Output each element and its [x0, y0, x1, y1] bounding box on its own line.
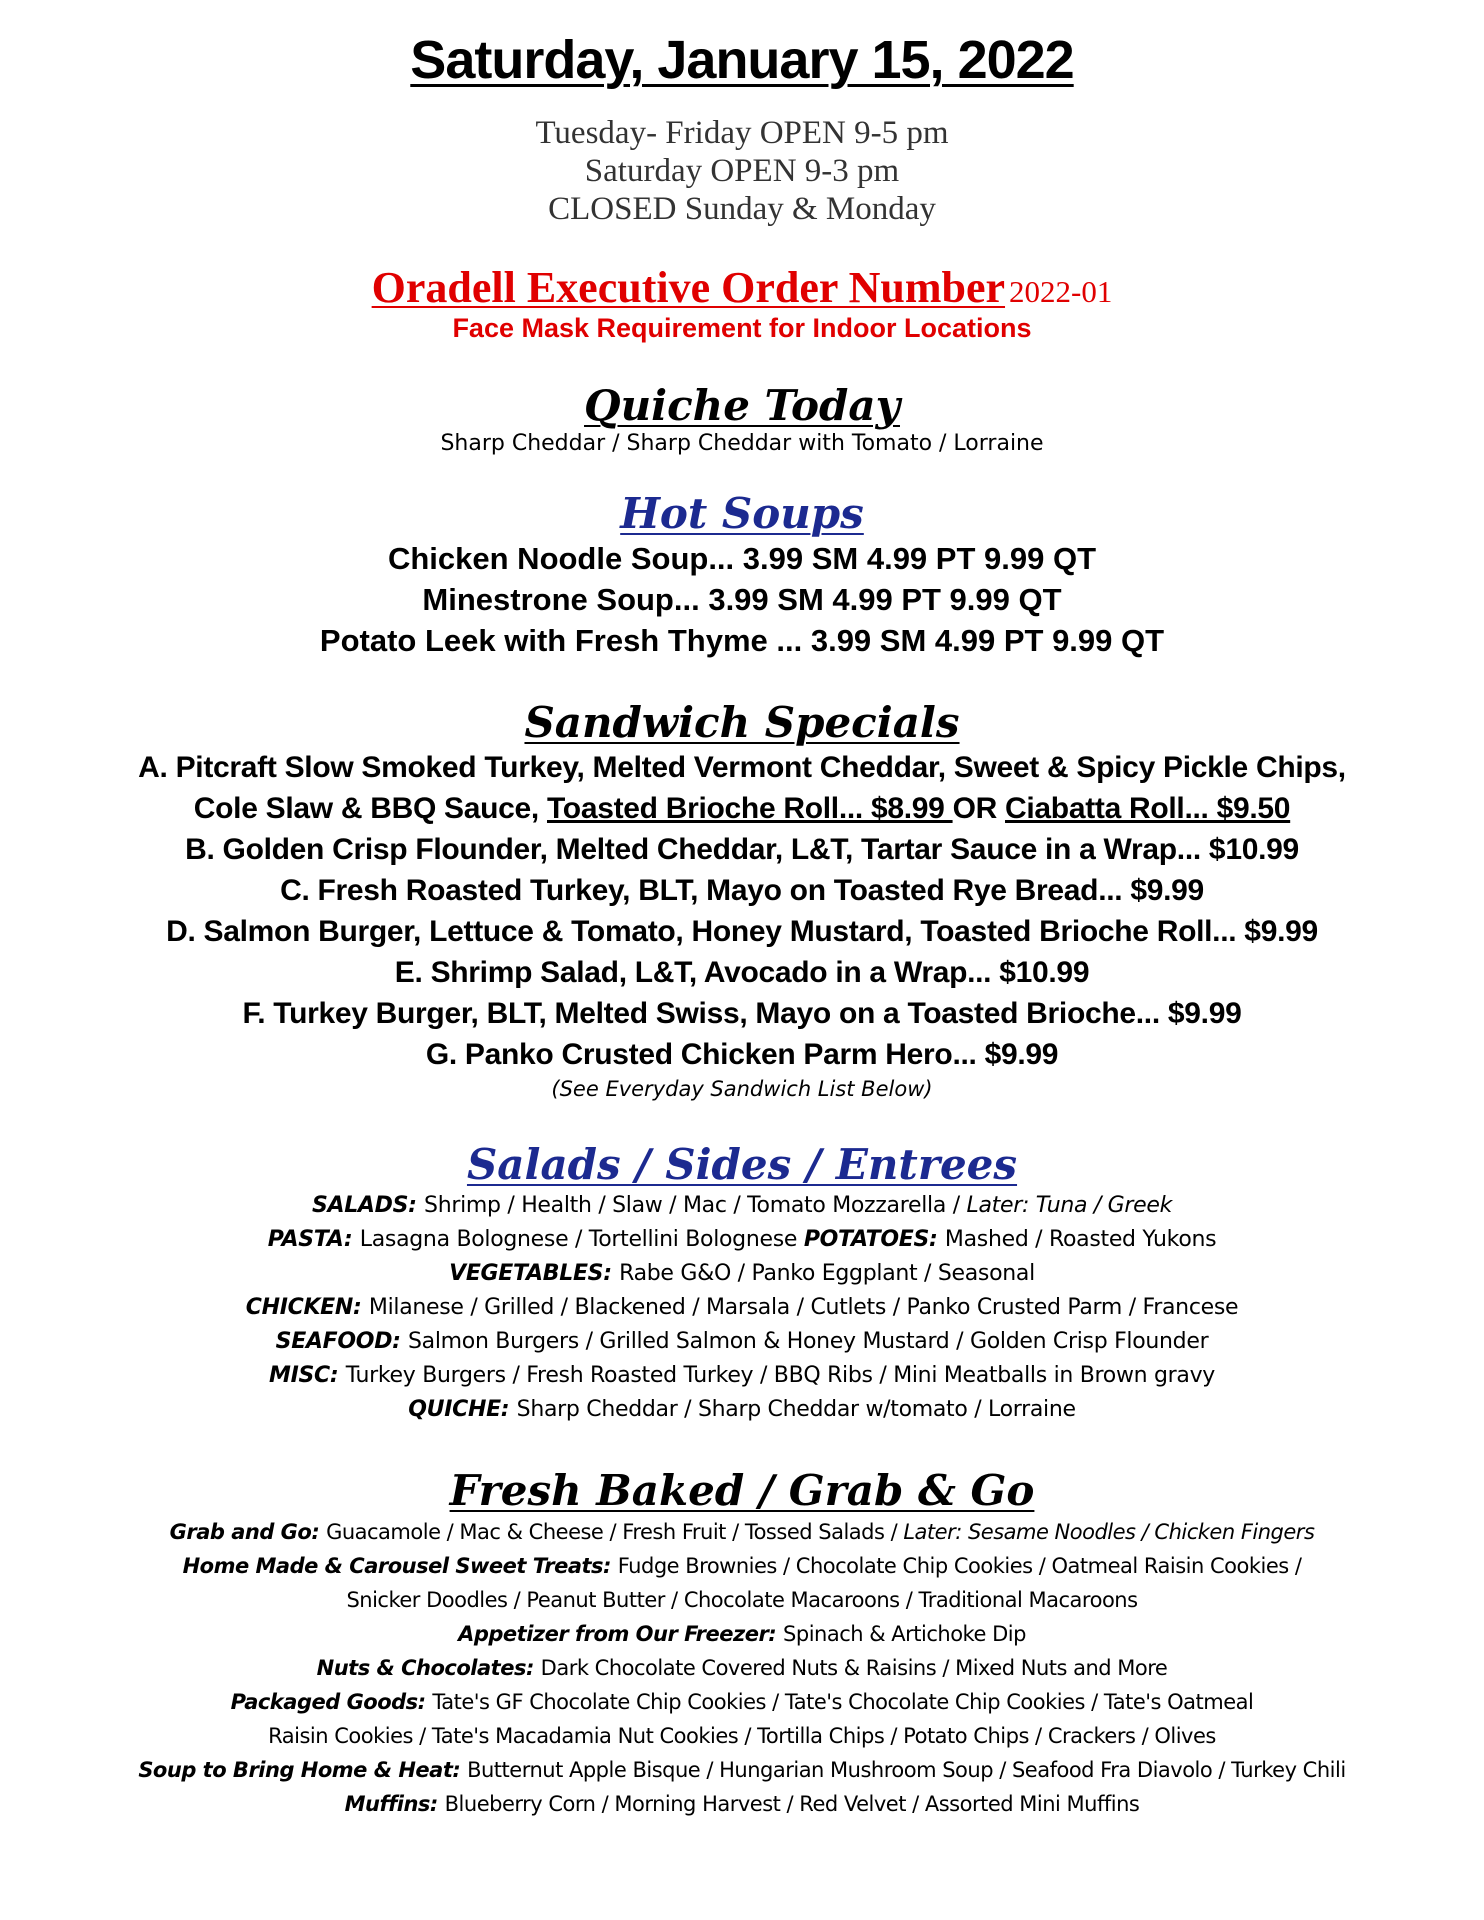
misc-line: [0, 1359, 1484, 1393]
category-items: Spinach & Artichoke Dip: [783, 1622, 1026, 1646]
category-items: Lasagna Bolognese / Tortellini Bolognese: [359, 1227, 804, 1252]
category-items: Fudge Brownies / Chocolate Chip Cookies / Oatmeal Raisin Cookies /: [617, 1554, 1302, 1578]
category-label: Soup to Bring Home & Heat:: [138, 1758, 468, 1782]
category-label: POTATOES:: [803, 1227, 945, 1252]
category-items: Sharp Cheddar / Sharp Cheddar w/tomato / Lorraine: [516, 1397, 1076, 1422]
category-label: SALADS:: [311, 1193, 425, 1218]
salads-section: [0, 1141, 1484, 1427]
seafood-line: [0, 1325, 1484, 1359]
category-items: Guacamole / Mac & Cheese / Fresh Fruit / Tossed Salads /: [326, 1520, 904, 1544]
category-label: CHICKEN:: [245, 1295, 369, 1320]
chicken-line: [0, 1291, 1484, 1325]
category-label: Nuts & Chocolates:: [316, 1656, 541, 1680]
category-later: Later: Sesame Noodles / Chicken Fingers: [903, 1520, 1315, 1544]
category-items: Salmon Burgers / Grilled Salmon & Honey Mustard / Golden Crisp Flounder: [408, 1329, 1209, 1354]
order-subtitle: Face Mask Requirement for Indoor Locations: [452, 313, 1032, 343]
pasta-potatoes-line: [0, 1223, 1484, 1257]
category-items: Shrimp / Health / Slaw / Mac / Tomato Mozzarella /: [424, 1193, 967, 1218]
sandwich-title: Sandwich Specials: [524, 698, 960, 747]
category-items: Tate's GF Chocolate Chip Cookies / Tate's Chocolate Chip Cookies / Tate's Oatmeal: [432, 1690, 1254, 1714]
executive-order-notice: [0, 264, 1484, 344]
quiche-section: [0, 382, 1484, 458]
category-label: Grab and Go:: [169, 1520, 327, 1544]
quiche-items: Sharp Cheddar / Sharp Cheddar with Tomato / Lorraine: [440, 431, 1044, 456]
sweet-treats-line-2: Snicker Doodles / Peanut Butter / Chocolate Macaroons / Traditional Macaroons: [346, 1588, 1138, 1612]
category-label: Home Made & Carousel Sweet Treats:: [182, 1554, 618, 1578]
category-label: Packaged Goods:: [230, 1690, 433, 1714]
sandwich-a-text: Cole Slaw & BBQ Sauce,: [193, 792, 547, 825]
hours-line: Tuesday- Friday OPEN 9-5 pm: [535, 115, 949, 151]
page-title: Saturday, January 15, 2022: [410, 30, 1074, 90]
order-number: 2022-01: [1009, 274, 1113, 309]
sandwich-a-ciabatta-option: Ciabatta Roll... $9.50: [1005, 792, 1291, 825]
sandwich-item-a-continued: [0, 788, 1484, 829]
vegetables-line: [0, 1257, 1484, 1291]
sandwich-note: (See Everyday Sandwich List Below): [551, 1077, 933, 1101]
appetizer-line: [0, 1617, 1484, 1651]
sandwich-a-brioche-option: Toasted Brioche Roll... $8.99: [547, 792, 953, 825]
category-items: Dark Chocolate Covered Nuts & Raisins / Mixed Nuts and More: [540, 1656, 1168, 1680]
category-later: Later: Tuna / Greek: [966, 1193, 1173, 1218]
baked-section: [0, 1467, 1484, 1821]
category-items: Blueberry Corn / Morning Harvest / Red Velvet / Assorted Mini Muffins: [444, 1792, 1140, 1816]
category-items: Butternut Apple Bisque / Hungarian Mushroom Soup / Seafood Fra Diavolo / Turkey Chili: [467, 1758, 1346, 1782]
salads-title: Salads / Sides / Entrees: [466, 1140, 1018, 1189]
baked-title: Fresh Baked / Grab & Go: [449, 1466, 1035, 1515]
sandwich-item-g: G. Panko Crusted Chicken Parm Hero... $9.99: [425, 1038, 1059, 1071]
category-items: Rabe G&O / Panko Eggplant / Seasonal: [619, 1261, 1035, 1286]
category-items: Mashed / Roasted Yukons: [944, 1227, 1217, 1252]
soups-section: [0, 490, 1484, 661]
category-items: Milanese / Grilled / Blackened / Marsala / Cutlets / Panko Crusted Parm / Francese: [368, 1295, 1239, 1320]
muffins-line: [0, 1787, 1484, 1821]
sandwich-item-b: B. Golden Crisp Flounder, Melted Cheddar, L&T, Tartar Sauce in a Wrap... $10.99: [185, 833, 1299, 866]
sweet-treats-line: [0, 1549, 1484, 1583]
soup-item: Minestrone Soup... 3.99 SM 4.99 PT 9.99 QT: [422, 582, 1062, 617]
packaged-goods-line: [0, 1685, 1484, 1719]
order-title: Oradell Executive Order Number: [371, 263, 1006, 312]
category-items: Turkey Burgers / Fresh Roasted Turkey / BBQ Ribs / Mini Meatballs in Brown gravy: [345, 1363, 1216, 1388]
soup-item: Potato Leek with Fresh Thyme ... 3.99 SM 4.99 PT 9.99 QT: [319, 623, 1165, 658]
category-label: PASTA:: [267, 1227, 360, 1252]
packaged-goods-line-2: Raisin Cookies / Tate's Macadamia Nut Cookies / Tortilla Chips / Potato Chips / Crackers / Olives: [268, 1724, 1216, 1748]
soup-to-go-line: [0, 1753, 1484, 1787]
category-label: SEAFOOD:: [275, 1329, 409, 1354]
quiche-title: Quiche Today: [584, 381, 900, 430]
nuts-line: [0, 1651, 1484, 1685]
sandwich-a-or: OR: [952, 792, 1006, 825]
hours-line: Saturday OPEN 9-3 pm: [584, 153, 900, 189]
category-label: QUICHE:: [408, 1397, 517, 1422]
category-label: Muffins:: [344, 1792, 445, 1816]
category-label: Appetizer from Our Freezer:: [458, 1622, 784, 1646]
category-label: VEGETABLES:: [449, 1261, 620, 1286]
soups-title: Hot Soups: [620, 489, 864, 538]
soup-item: Chicken Noodle Soup... 3.99 SM 4.99 PT 9.99 QT: [387, 541, 1097, 576]
store-hours: [0, 114, 1484, 228]
sandwich-item-c: C. Fresh Roasted Turkey, BLT, Mayo on Toasted Rye Bread... $9.99: [280, 874, 1204, 907]
sandwich-section: [0, 699, 1484, 1103]
sandwich-item-f: F. Turkey Burger, BLT, Melted Swiss, Mayo on a Toasted Brioche... $9.99: [242, 997, 1242, 1030]
salads-line: [0, 1189, 1484, 1223]
sandwich-item-e: E. Shrimp Salad, L&T, Avocado in a Wrap... $10.99: [394, 956, 1090, 989]
category-label: MISC:: [268, 1363, 346, 1388]
sandwich-item-a: A. Pitcraft Slow Smoked Turkey, Melted Vermont Cheddar, Sweet & Spicy Pickle Chips,: [138, 751, 1346, 784]
quiche-line: [0, 1393, 1484, 1427]
grab-and-go-line: [0, 1515, 1484, 1549]
sandwich-item-d: D. Salmon Burger, Lettuce & Tomato, Honey Mustard, Toasted Brioche Roll... $9.99: [166, 915, 1318, 948]
hours-line: CLOSED Sunday & Monday: [548, 191, 936, 227]
